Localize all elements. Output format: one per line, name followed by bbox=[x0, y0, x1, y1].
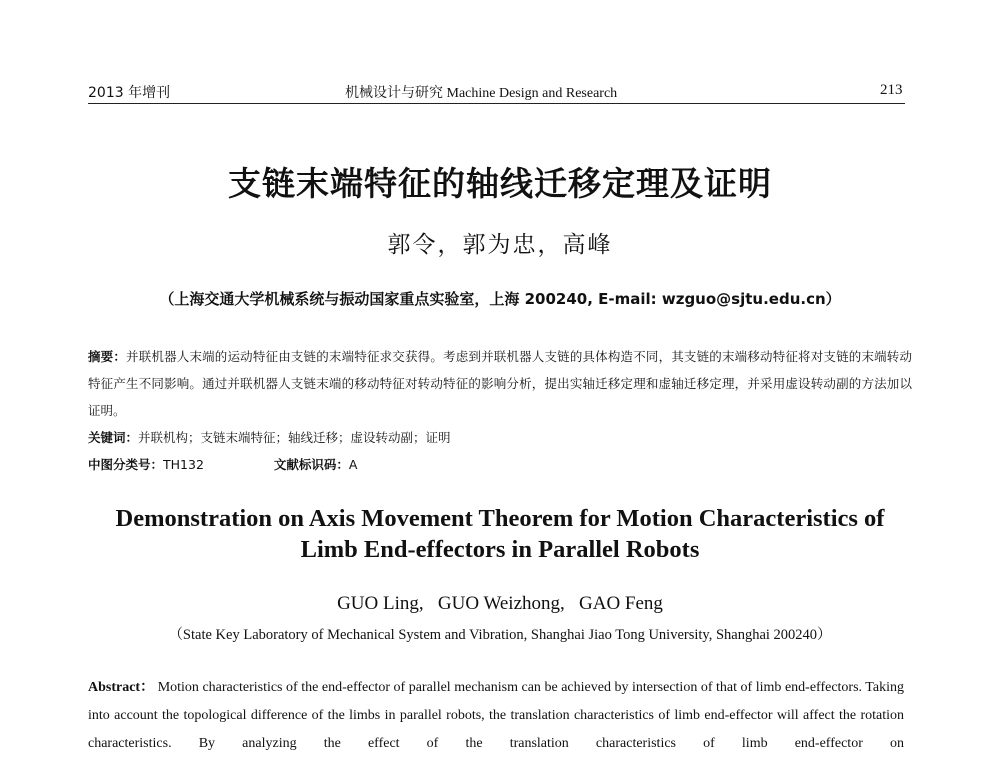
journal-name: 机械设计与研究 Machine Design and Research bbox=[345, 86, 618, 101]
abstract-en-label: Abstract： bbox=[88, 680, 155, 695]
page-number: 213 bbox=[880, 82, 903, 98]
affiliation-cn: （上海交通大学机械系统与振动国家重点实验室，上海 200240, E-mail: wzguo@sjtu.edu.cn） bbox=[159, 290, 841, 308]
authors-en: GUO Ling, GUO Weizhong, GAO Feng bbox=[337, 593, 663, 614]
clc-value: TH132 bbox=[163, 457, 204, 472]
doc-code-label: 文献标识码： bbox=[273, 457, 349, 472]
title-cn: 支链末端特征的轴线迁移定理及证明 bbox=[228, 164, 772, 203]
header-rule bbox=[88, 103, 905, 104]
title-en-line1: Demonstration on Axis Movement Theorem for Motion Characteristics of bbox=[115, 505, 885, 532]
issue-label: 2013 年增刊 bbox=[88, 85, 171, 101]
keywords-cn-label: 关键词： bbox=[88, 430, 139, 445]
clc-label: 中图分类号： bbox=[88, 457, 164, 472]
abstract-en bbox=[88, 674, 904, 758]
title-en-line2: Limb End-effectors in Parallel Robots bbox=[300, 536, 700, 563]
keywords-cn-text: 并联机构；支链末端特征；轴线迁移；虚设转动副；证明 bbox=[138, 430, 451, 445]
abstract-en-text: Motion characteristics of the end-effector of parallel mechanism can be achieved by intersection of that of limb end-effectors. Taking into account the topological difference of the limbs in parallel robots, the translation characteristics of limb end-effector will affect the rotation characteristics. By analyzing the effect of the translation characteristics of limb end-effector on bbox=[88, 680, 904, 751]
keywords-cn bbox=[88, 424, 912, 451]
abstract-cn bbox=[88, 343, 912, 424]
classification-line bbox=[88, 451, 912, 478]
abstract-cn-text: 并联机器人末端的运动特征由支链的末端特征求交获得。考虑到并联机器人支链的具体构造不同，其支链的末端移动特征将对支链的末端转动特征产生不同影响。通过并联机器人支链末端的移动特征对转动特征的影响分析，提出实轴迁移定理和虚轴迁移定理，并采用虚设转动副的方法加以证明。 bbox=[88, 349, 912, 418]
authors-cn: 郭令，郭为忠，高峰 bbox=[387, 232, 613, 258]
affiliation-en: （State Key Laboratory of Mechanical System and Vibration, Shanghai Jiao Tong University, Shanghai 200240） bbox=[168, 627, 832, 643]
title-en bbox=[0, 503, 1000, 565]
abstract-cn-label: 摘要： bbox=[88, 349, 127, 364]
doc-code-value: A bbox=[348, 457, 358, 472]
